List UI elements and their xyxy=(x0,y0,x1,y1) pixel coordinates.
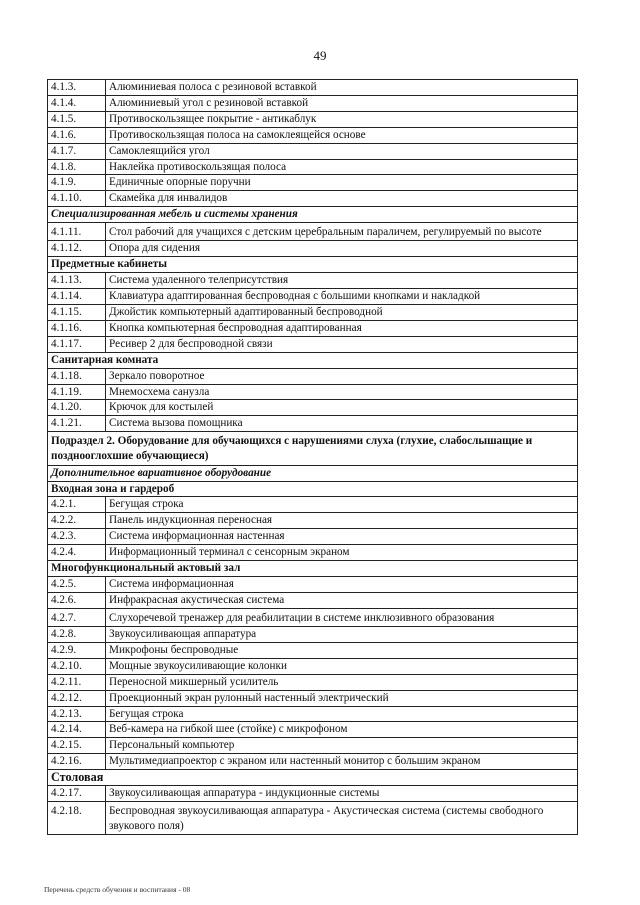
item-description: Единичные опорные поручни xyxy=(106,175,578,191)
table-row xyxy=(48,223,578,241)
item-description: Мощные звукоусиливающие колонки xyxy=(106,658,578,674)
item-number: 4.2.9. xyxy=(48,642,106,658)
table-row xyxy=(48,80,578,96)
item-description: Звукоусиливающая аппаратура xyxy=(106,627,578,643)
equipment-table xyxy=(47,79,578,835)
item-number: 4.1.3. xyxy=(48,80,106,96)
page-footer: Перечень средств обучения и воспитания - 08 xyxy=(44,885,191,894)
table-row xyxy=(48,529,578,545)
table-row xyxy=(48,111,578,127)
table-row xyxy=(48,658,578,674)
item-description: Джойстик компьютерный адаптированный беспроводной xyxy=(106,304,578,320)
table-row xyxy=(48,241,578,257)
item-number: 4.2.15. xyxy=(48,738,106,754)
item-number: 4.1.4. xyxy=(48,95,106,111)
item-description: Слухоречевой тренажер для реабилитации в системе инклюзивного образования xyxy=(106,608,578,626)
item-number: 4.2.12. xyxy=(48,690,106,706)
item-number: 4.2.14. xyxy=(48,722,106,738)
item-description: Алюминиевая полоса с резиновой вставкой xyxy=(106,80,578,96)
item-description: Опора для сидения xyxy=(106,241,578,257)
item-number: 4.1.17. xyxy=(48,336,106,352)
section-heading-row xyxy=(48,481,578,497)
item-number: 4.2.11. xyxy=(48,674,106,690)
item-description: Ресивер 2 для беспроводной связи xyxy=(106,336,578,352)
item-number: 4.2.5. xyxy=(48,576,106,592)
item-number: 4.2.8. xyxy=(48,627,106,643)
table-row xyxy=(48,674,578,690)
item-number: 4.1.10. xyxy=(48,191,106,207)
item-description: Панель индукционная переносная xyxy=(106,513,578,529)
item-description: Алюминиевый угол с резиновой вставкой xyxy=(106,95,578,111)
item-description: Зеркало поворотное xyxy=(106,368,578,384)
item-number: 4.1.16. xyxy=(48,320,106,336)
table-row xyxy=(48,336,578,352)
item-description: Мнемосхема санузла xyxy=(106,384,578,400)
section-heading-row xyxy=(48,352,578,368)
section-heading: Подраздел 2. Оборудование для обучающихся с нарушениями слуха (глухие, слабослышащие и позднооглохшие обучающиеся) xyxy=(48,432,578,465)
table-row xyxy=(48,722,578,738)
section-heading: Входная зона и гардероб xyxy=(48,481,578,497)
table-row xyxy=(48,289,578,305)
section-heading: Многофункциональный актовый зал xyxy=(48,561,578,577)
table-row xyxy=(48,273,578,289)
item-description: Бегущая строка xyxy=(106,706,578,722)
item-number: 4.2.2. xyxy=(48,513,106,529)
section-heading-row xyxy=(48,561,578,577)
subsection-heading-row xyxy=(48,207,578,223)
equipment-table-body xyxy=(48,80,578,835)
item-number: 4.2.18. xyxy=(48,801,106,834)
item-description: Крючок для костылей xyxy=(106,400,578,416)
table-row xyxy=(48,545,578,561)
item-description: Бегущая строка xyxy=(106,497,578,513)
item-number: 4.2.16. xyxy=(48,754,106,770)
section-heading: Санитарная комната xyxy=(48,352,578,368)
item-description: Веб-камера на гибкой шее (стойке) с микрофоном xyxy=(106,722,578,738)
subsection-heading-row xyxy=(48,465,578,481)
item-description: Микрофоны беспроводные xyxy=(106,642,578,658)
item-number: 4.1.13. xyxy=(48,273,106,289)
page-number: 49 xyxy=(313,48,327,63)
table-row xyxy=(48,576,578,592)
item-number: 4.1.7. xyxy=(48,143,106,159)
item-number: 4.2.6. xyxy=(48,592,106,608)
item-number: 4.1.21. xyxy=(48,416,106,432)
item-description: Наклейка противоскользящая полоса xyxy=(106,159,578,175)
item-description: Система удаленного телеприсутствия xyxy=(106,273,578,289)
item-description: Противоскользящая полоса на самоклеящейся основе xyxy=(106,127,578,143)
subsection-heading: Специализированная мебель и системы хранения xyxy=(48,207,578,223)
item-description: Система информационная xyxy=(106,576,578,592)
table-row xyxy=(48,95,578,111)
item-description: Мультимедиапроектор с экраном или настенный монитор с большим экраном xyxy=(106,754,578,770)
section-heading-row xyxy=(48,770,578,786)
item-number: 4.1.11. xyxy=(48,223,106,241)
item-number: 4.2.10. xyxy=(48,658,106,674)
item-number: 4.1.9. xyxy=(48,175,106,191)
table-row xyxy=(48,159,578,175)
table-row xyxy=(48,786,578,802)
section-heading-row xyxy=(48,257,578,273)
item-description: Звукоусиливающая аппаратура - индукционные системы xyxy=(106,786,578,802)
table-row xyxy=(48,497,578,513)
table-row xyxy=(48,191,578,207)
item-number: 4.2.3. xyxy=(48,529,106,545)
item-number: 4.2.7. xyxy=(48,608,106,626)
item-number: 4.2.4. xyxy=(48,545,106,561)
table-row xyxy=(48,592,578,608)
item-number: 4.1.6. xyxy=(48,127,106,143)
item-number: 4.1.18. xyxy=(48,368,106,384)
table-row xyxy=(48,320,578,336)
item-number: 4.1.20. xyxy=(48,400,106,416)
item-number: 4.2.13. xyxy=(48,706,106,722)
table-row xyxy=(48,801,578,834)
table-row xyxy=(48,368,578,384)
section-heading-row xyxy=(48,432,578,465)
table-row xyxy=(48,416,578,432)
section-heading: Предметные кабинеты xyxy=(48,257,578,273)
table-row xyxy=(48,304,578,320)
item-description: Система информационная настенная xyxy=(106,529,578,545)
table-row xyxy=(48,690,578,706)
item-description: Скамейка для инвалидов xyxy=(106,191,578,207)
item-number: 4.2.1. xyxy=(48,497,106,513)
item-description: Клавиатура адаптированная беспроводная с большими кнопками и накладкой xyxy=(106,289,578,305)
subsection-heading: Дополнительное вариативное оборудование xyxy=(48,465,578,481)
table-row xyxy=(48,627,578,643)
table-row xyxy=(48,400,578,416)
table-row xyxy=(48,608,578,626)
item-description: Инфракрасная акустическая система xyxy=(106,592,578,608)
table-row xyxy=(48,513,578,529)
table-row xyxy=(48,738,578,754)
item-number: 4.1.19. xyxy=(48,384,106,400)
item-number: 4.1.8. xyxy=(48,159,106,175)
item-description: Система вызова помощника xyxy=(106,416,578,432)
item-number: 4.1.5. xyxy=(48,111,106,127)
item-description: Переносной микшерный усилитель xyxy=(106,674,578,690)
item-number: 4.1.15. xyxy=(48,304,106,320)
table-row xyxy=(48,127,578,143)
item-description: Проекционный экран рулонный настенный электрический xyxy=(106,690,578,706)
table-row xyxy=(48,642,578,658)
section-heading: Столовая xyxy=(48,770,578,786)
table-row xyxy=(48,754,578,770)
table-row xyxy=(48,384,578,400)
item-description: Персональный компьютер xyxy=(106,738,578,754)
table-row xyxy=(48,143,578,159)
item-number: 4.2.17. xyxy=(48,786,106,802)
item-description: Самоклеящийся угол xyxy=(106,143,578,159)
table-row xyxy=(48,175,578,191)
item-description: Информационный терминал с сенсорным экраном xyxy=(106,545,578,561)
item-number: 4.1.12. xyxy=(48,241,106,257)
item-description: Кнопка компьютерная беспроводная адаптированная xyxy=(106,320,578,336)
table-row xyxy=(48,706,578,722)
item-description: Беспроводная звукоусиливающая аппаратура - Акустическая система (системы свободного звукового поля) xyxy=(106,801,578,834)
item-description: Стол рабочий для учащихся с детским церебральным параличем, регулируемый по высоте xyxy=(106,223,578,241)
item-description: Противоскользящее покрытие - антикаблук xyxy=(106,111,578,127)
item-number: 4.1.14. xyxy=(48,289,106,305)
